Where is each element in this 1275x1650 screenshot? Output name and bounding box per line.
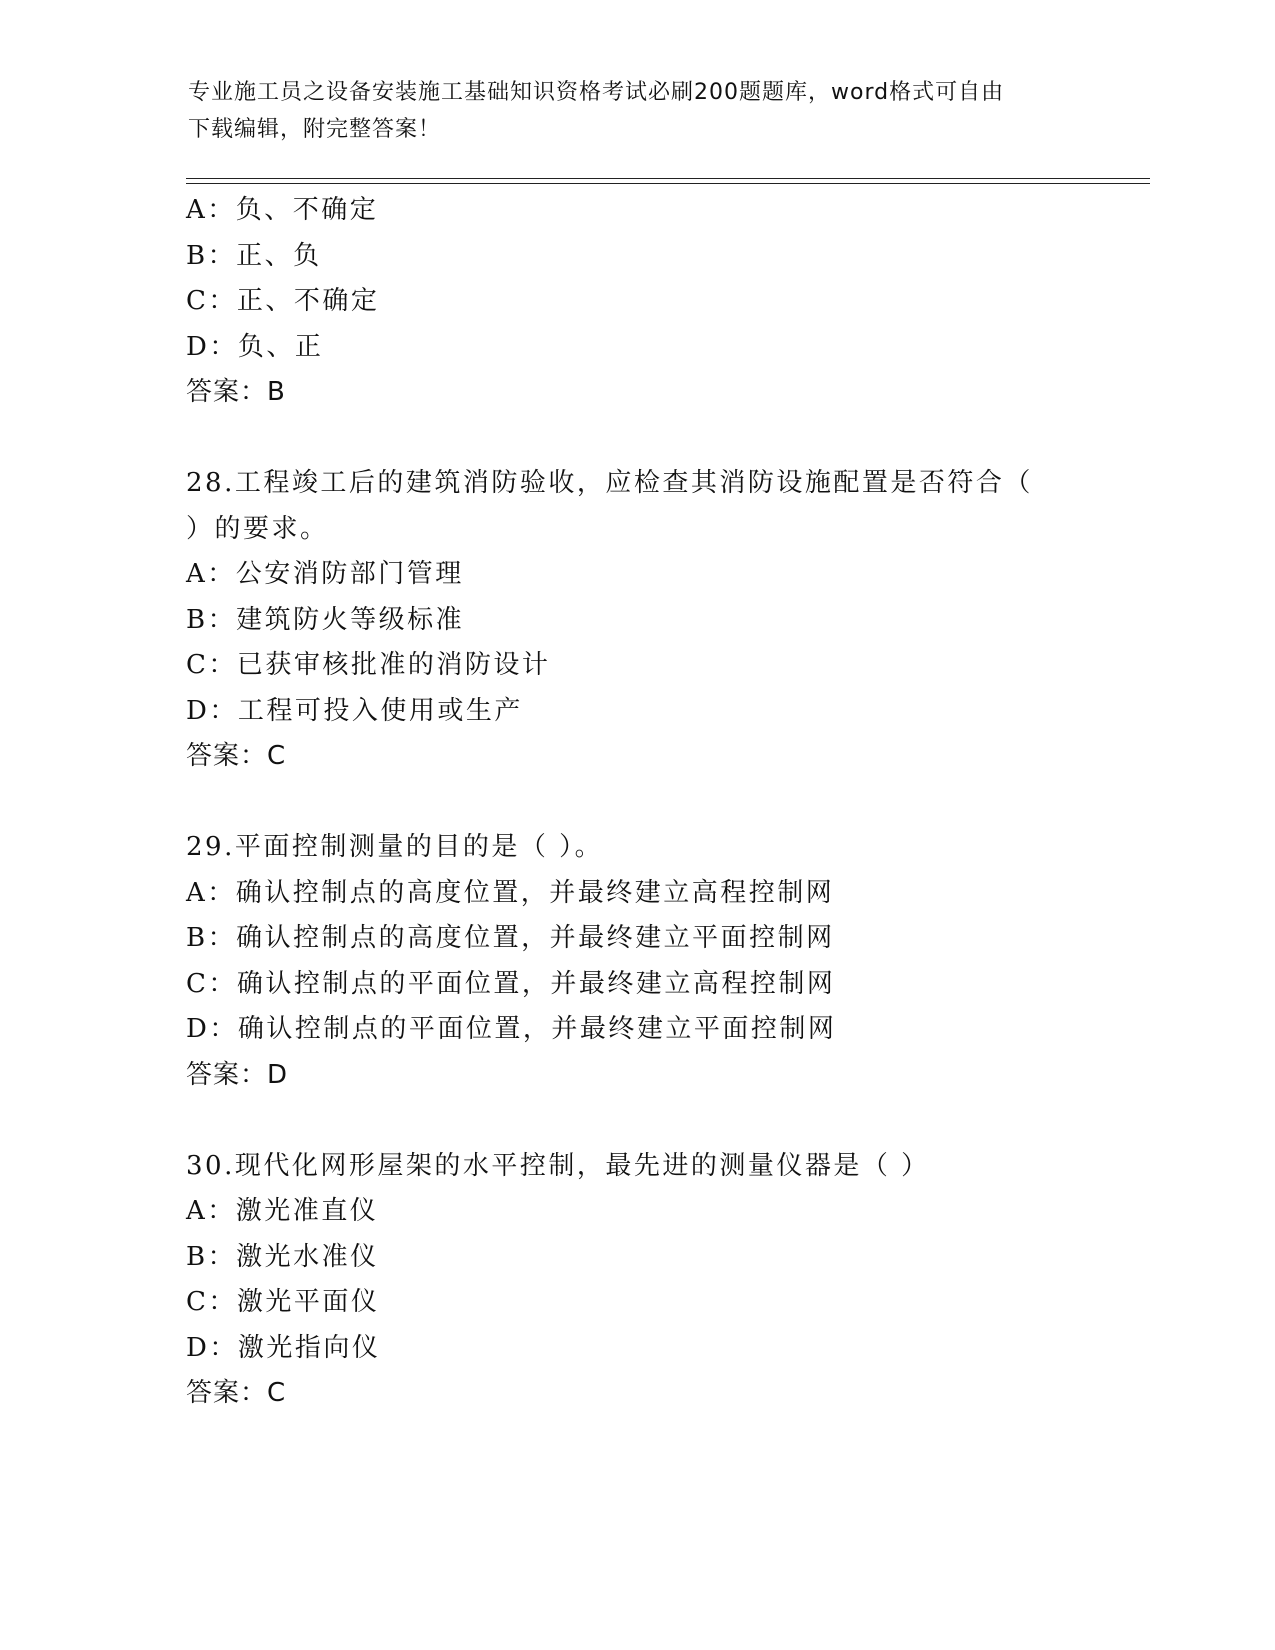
option-b: B：确认控制点的高度位置，并最终建立平面控制网 [186, 923, 835, 953]
option-b: B：建筑防火等级标准 [186, 604, 465, 635]
option-b: B：正、负 [186, 240, 322, 271]
option-a: A：激光准直仪 [186, 1196, 379, 1226]
option-d: D：工程可投入使用或生产 [186, 695, 523, 726]
option-a: A：公安消防部门管理 [186, 559, 464, 589]
question-29 [186, 825, 1146, 1098]
header-divider-top [186, 178, 1150, 179]
answer-line: 答案：D [186, 1059, 289, 1090]
question-30 [186, 1144, 1146, 1417]
option-c: C：确认控制点的平面位置，并最终建立高程控制网 [186, 968, 836, 999]
option-b: B：激光水准仪 [186, 1241, 379, 1272]
spacer [186, 1098, 1146, 1144]
question-27 [186, 188, 1146, 416]
question-stem-line-1: 28.工程竣工后的建筑消防验收，应检查其消防设施配置是否符合（ [186, 468, 1033, 498]
option-d: D：负、正 [186, 331, 324, 362]
spacer [186, 780, 1146, 826]
question-stem-line-2: ）的要求。 [186, 513, 329, 544]
answer-line: 答案：C [186, 741, 287, 771]
question-stem: 30.现代化网形屋架的水平控制，最先进的测量仪器是（ ） [186, 1150, 930, 1181]
header-divider-bottom [186, 183, 1150, 184]
spacer [186, 416, 1146, 462]
option-c: C：已获审核批准的消防设计 [186, 650, 551, 680]
option-c: C：正、不确定 [186, 286, 380, 316]
header-line-1: 专业施工员之设备安装施工基础知识资格考试必刷200题题库，word格式可自由 [188, 80, 1005, 105]
option-c: C：激光平面仪 [186, 1287, 380, 1317]
header-line-2: 下载编辑，附完整答案！ [188, 117, 442, 142]
document-header [188, 74, 1088, 148]
option-d: D：激光指向仪 [186, 1332, 381, 1363]
question-28 [186, 461, 1146, 780]
option-a: A：确认控制点的高度位置，并最终建立高程控制网 [186, 877, 835, 908]
option-d: D：确认控制点的平面位置，并最终建立平面控制网 [186, 1014, 837, 1044]
question-list [186, 188, 1146, 1417]
question-stem: 29.平面控制测量的目的是（ ）。 [186, 832, 604, 862]
answer-line: 答案：B [186, 377, 286, 407]
answer-line: 答案：C [186, 1378, 287, 1408]
option-a: A：负、不确定 [186, 195, 379, 225]
